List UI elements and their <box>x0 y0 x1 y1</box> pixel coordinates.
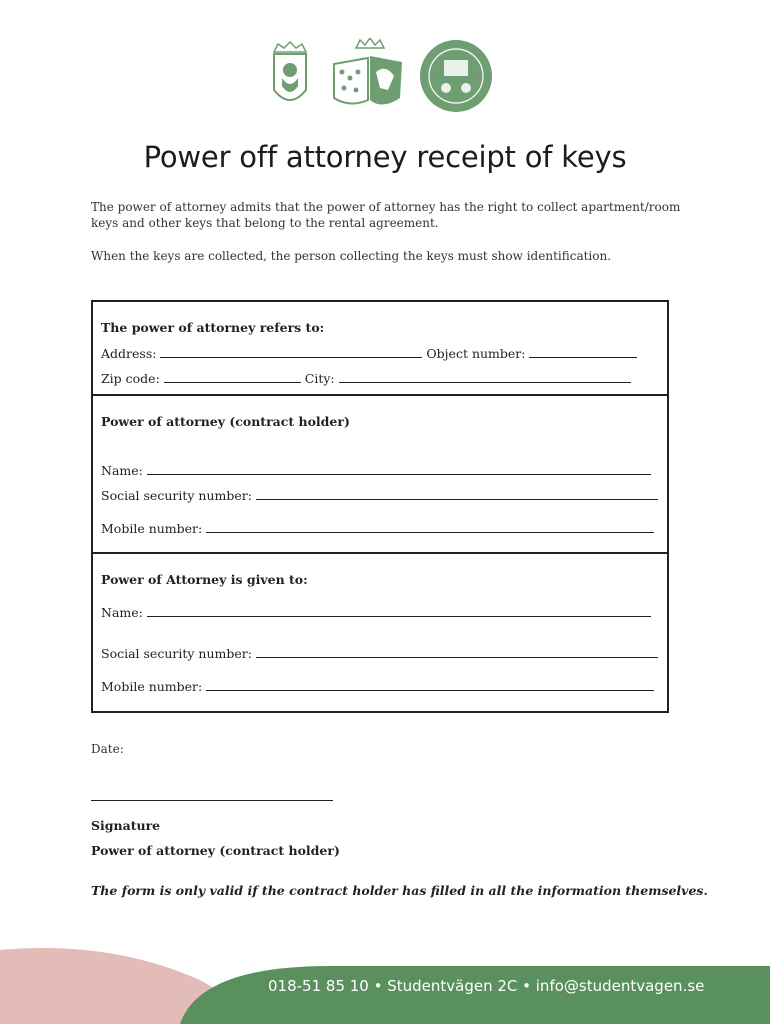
intro-paragraph-line-2: keys and other keys that belong to the rental agreement. <box>91 216 439 230</box>
recipient-heading: Power of Attorney is given to: <box>101 572 308 587</box>
signature-field[interactable] <box>91 800 333 801</box>
recipient-mobile-row <box>101 678 654 694</box>
recipient-ssn-row <box>101 645 658 661</box>
signer-label: Power of attorney (contract holder) <box>91 843 340 858</box>
property-section <box>91 300 669 396</box>
seal-icon <box>420 40 492 112</box>
object-number-field[interactable] <box>529 345 637 358</box>
crest-middle-icon <box>334 38 402 105</box>
contract-holder-section <box>91 394 669 554</box>
signature-label: Signature <box>91 818 161 833</box>
holder-mobile-field[interactable] <box>206 520 654 533</box>
contract-holder-heading: Power of attorney (contract holder) <box>101 414 350 429</box>
address-field[interactable] <box>160 345 422 358</box>
city-label: City: <box>304 371 335 386</box>
recipient-mobile-field[interactable] <box>206 678 654 691</box>
validity-note: The form is only valid if the contract holder has filled in all the information themselves. <box>91 883 708 898</box>
address-label: Address: <box>101 346 157 361</box>
holder-name-field[interactable] <box>147 462 651 475</box>
coat-of-arms-logos <box>270 38 500 118</box>
holder-ssn-label: Social security number: <box>101 488 252 503</box>
recipient-name-row <box>101 604 651 620</box>
crest-left-icon <box>274 42 306 100</box>
holder-ssn-field[interactable] <box>256 487 658 500</box>
property-section-heading: The power of attorney refers to: <box>101 320 325 335</box>
recipient-name-field[interactable] <box>147 604 651 617</box>
holder-mobile-label: Mobile number: <box>101 521 203 536</box>
recipient-ssn-field[interactable] <box>256 645 658 658</box>
intro-paragraph-2: When the keys are collected, the person collecting the keys must show identification. <box>91 249 612 263</box>
address-row <box>101 345 637 361</box>
holder-name-label: Name: <box>101 463 143 478</box>
holder-name-row <box>101 462 651 478</box>
zip-city-row <box>101 370 631 386</box>
zip-code-field[interactable] <box>164 370 301 383</box>
recipient-name-label: Name: <box>101 605 143 620</box>
intro-paragraph-line-1: The power of attorney admits that the power of attorney has the right to collect apartment/room <box>91 200 681 214</box>
footer-contact: 018-51 85 10 • Studentvägen 2C • info@studentvagen.se <box>268 977 705 995</box>
recipient-section <box>91 552 669 713</box>
recipient-ssn-label: Social security number: <box>101 646 252 661</box>
page-title: Power off attorney receipt of keys <box>143 140 627 174</box>
holder-ssn-row <box>101 487 658 503</box>
object-number-label: Object number: <box>426 346 526 361</box>
zip-code-label: Zip code: <box>101 371 160 386</box>
holder-mobile-row <box>101 520 654 536</box>
date-label: Date: <box>91 742 124 756</box>
city-field[interactable] <box>339 370 631 383</box>
recipient-mobile-label: Mobile number: <box>101 679 203 694</box>
